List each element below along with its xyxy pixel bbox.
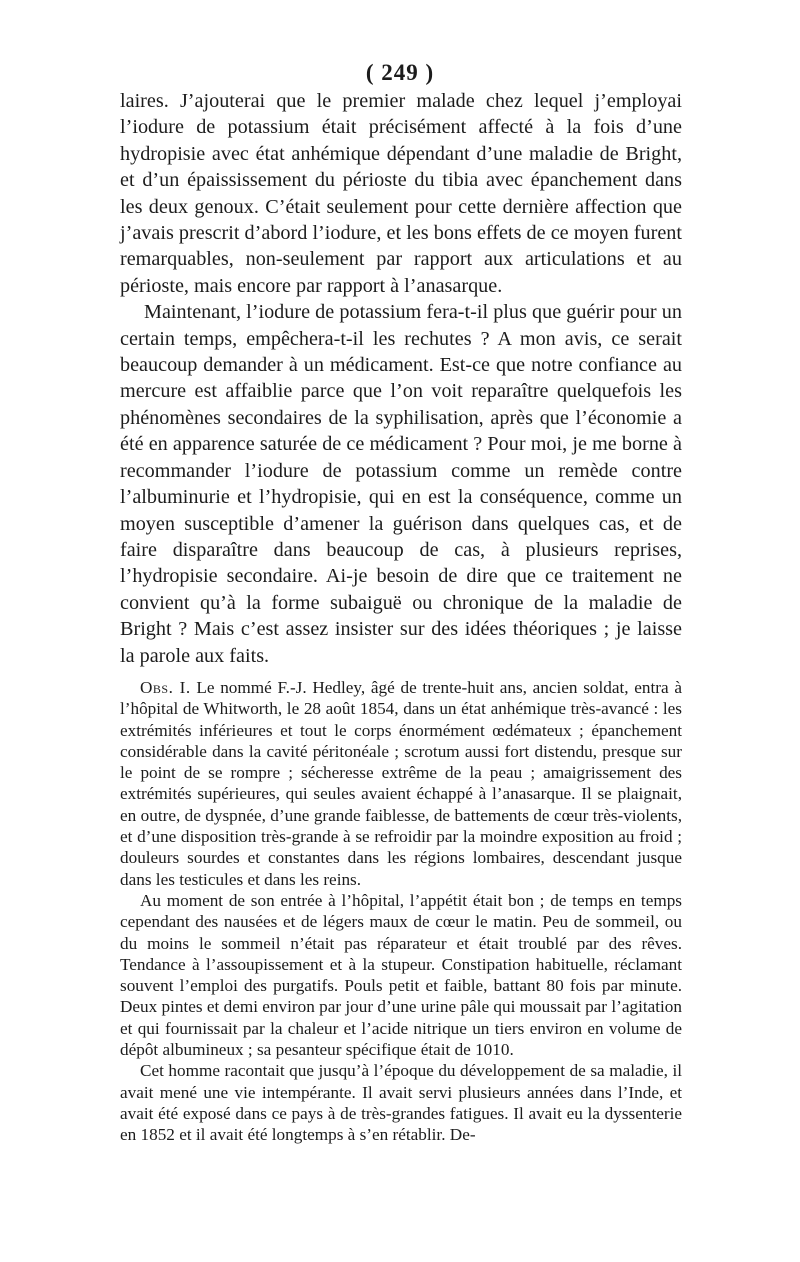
paragraph-continuation: laires. J’ajouterai que le premier malade chez lequel j’employai l’iodure de potassium était précisément affecté à la fois d’une hydropisie avec état anhémique dépendant d’une maladie de Bright, et d’un épaississement du périoste du tibia avec épanchement dans les deux genoux. C’était seulement pour cette dernière affection que j’avais prescrit d’abord l’iodure, et les bons effets de ce moyen furent remarquables, non-seulement par rapport aux articulations et au périoste, mais encore par rapport à l’anasarque. [120,90,682,297]
page-number: ( 249 ) [365,60,435,85]
case-observation [120,677,682,1146]
observation-text: Le nommé F.-J. Hedley, âgé de trente-huit ans, ancien soldat, entra à l’hôpital de Whitworth, le 28 août 1854, dans un état anhémique très-avancé : les extrémités inférieures et tout le corps énormément œdémateux ; épanchement considérable dans la cavité péritonéale ; scrotum aussi fort distendu, presque sur le point de se rompre ; sécheresse extrême de la peau ; amaigrissement des extrémités supérieures, qui seules avaient échappé à l’anasarque. Il se plaignait, en outre, de dyspnée, d’une grande faiblesse, de battements de cœur très-violents, et d’une disposition très-grande à se refroidir par la moindre exposition au froid ; douleurs sourdes et constantes dans les régions lombaires, descendant jusque dans les testicules et dans les reins. [120,677,682,889]
observation-intro [120,677,682,890]
observation-paragraph: Cet homme racontait que jusqu’à l’époque du développement de sa maladie, il avait mené une vie intempérante. Il avait servi plusieurs années dans l’Inde, et avait été exposé dans ce pays à de très-grandes fatigues. Il avait eu la dyssenterie en 1852 et il avait été longtemps à s’en rétablir. De- [120,1061,682,1145]
paragraph: Maintenant, l’iodure de potassium fera-t-il plus que guérir pour un certain temps, empêchera-t-il les rechutes ? A mon avis, ce serait beaucoup demander à un médicament. Est-ce que notre confiance au mercure est affaiblie parce que l’on voit reparaître quelquefois les phénomènes secondaires de la syphilisation, après que l’économie a été en apparence saturée de ce médicament ? Pour moi, je me borne à recommander l’iodure de potassium comme un remède contre l’albuminurie et l’hydropisie, qui en est la conséquence, comme un moyen susceptible d’amener la guérison dans quelques cas, et de faire disparaître dans beaucoup de cas, à plusieurs reprises, l’hydropisie secondaire. Ai-je besoin de dire que ce traitement ne convient qu’à la forme subaiguë ou chronique de la maladie de Bright ? Mais c’est assez insister sur des idées théoriques ; je laisse la parole aux faits. [120,301,682,667]
observation-paragraph: Au moment de son entrée à l’hôpital, l’appétit était bon ; de temps en temps cependant des nausées et de légers maux de cœur le matin. Peu de sommeil, ou du moins le sommeil n’était pas réparateur et était troublé par des rêves. Tendance à l’assoupissement et à la stupeur. Constipation habituelle, réclamant souvent l’emploi des purgatifs. Pouls petit et faible, battant 80 fois par minute. Deux pintes et demi environ par jour d’une urine pâle qui moussait par l’agitation et qui fournissait par la chaleur et l’acide nitrique un tiers environ en volume de dépôt albumineux ; sa pesanteur spécifique était de 1010. [120,890,682,1059]
page-body [120,88,682,1145]
main-text [120,88,682,669]
observation-label: Obs. I. [140,677,191,697]
